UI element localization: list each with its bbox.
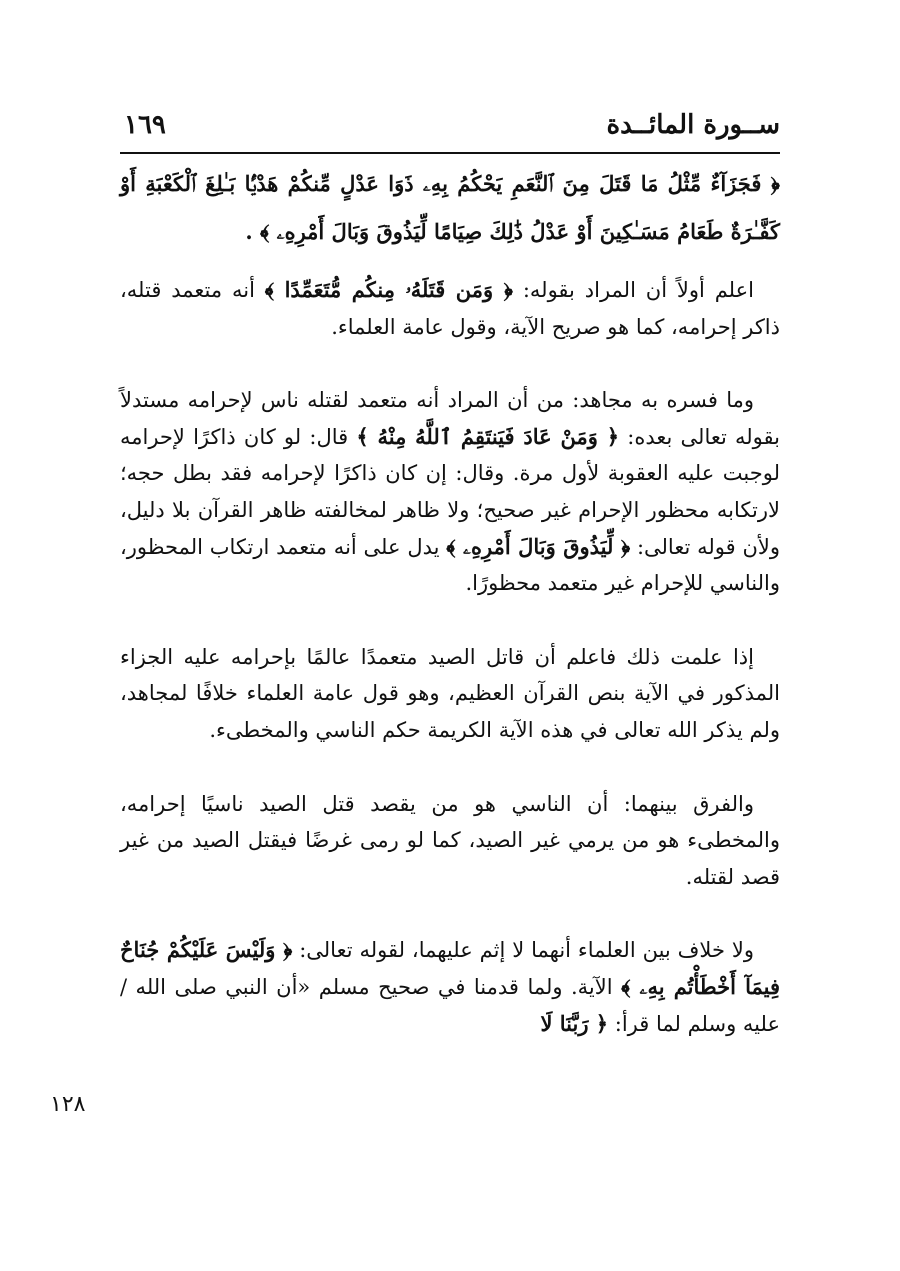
page-number: ١٦٩ bbox=[124, 110, 166, 140]
paragraph-5-text-2: الآية. ولما قدمنا في صحيح مسلم «أن النبي صلى الله / عليه وسلم لما قرأ: bbox=[120, 974, 780, 1036]
paragraph-3-text-1: إذا علمت ذلك فاعلم أن قاتل الصيد متعمدًا عالمًا بإحرامه عليه الجزاء المذكور في الآية بنص القرآن العظيم، وهو قول عامة العلماء خلافًا لمجاهد، ولم يذكر الله تعالى في هذه الآية الكريمة حكم الناسي والمخطىء. bbox=[120, 644, 780, 742]
paragraph-1 bbox=[120, 272, 780, 345]
paragraph-4 bbox=[120, 786, 780, 896]
margin-page-reference: ١٢٨ bbox=[50, 1092, 86, 1117]
paragraph-1-text-2: أنه متعمد قتله، ذاكر إحرامه، كما هو صريح الآية، وقول عامة العلماء. bbox=[120, 278, 780, 339]
body-text bbox=[120, 272, 780, 1042]
paragraph-2-text-2: قال: لو كان ذاكرًا لإحرامه لوجبت عليه العقوبة لأول مرة. وقال: إن كان ذاكرًا لإحرامه فقد بطل حجه؛ لارتكابه محظور الإحرام غير صحيح؛ ولا ظاهر لمخالفته ظاهر القرآن بلا دليل، ولأن قوله تعالى: bbox=[120, 424, 780, 559]
paragraph-4-text-1: والفرق بينهما: أن الناسي هو من يقصد قتل الصيد ناسيًا إحرامه، والمخطىء هو من يرمي غير الصيد، كما لو رمى غرضًا فيقتل الصيد من غير قصد لقتله. bbox=[120, 791, 780, 889]
paragraph-1-quote-1: ﴿ وَمَن قَتَلَهُۥ مِنكُم مُّتَعَمِّدًا ﴾ bbox=[264, 277, 513, 302]
page-header bbox=[120, 108, 780, 148]
paragraph-2-text-1: وما فسره به مجاهد: من أن المراد أنه متعمد لقتله ناس لإحرامه مستدلاً بقوله تعالى بعده: bbox=[120, 388, 780, 449]
surah-title: ســورة المائــدة bbox=[606, 110, 780, 140]
paragraph-5 bbox=[120, 932, 780, 1042]
paragraph-2-quote-1: ﴿ وَمَنْ عَادَ فَيَنتَقِمُ ٱللَّهُ مِنْهُ ﴾ bbox=[356, 423, 620, 449]
paragraph-5-quote-1: ﴿ وَلَيْسَ عَلَيْكُمْ جُنَاحٌ فِيمَآ أَخْطَأْتُم بِهِۦ ﴾ bbox=[120, 937, 780, 999]
paragraph-2-quote-2: ﴿ لِّيَذُوقَ وَبَالَ أَمْرِهِۦ ﴾ bbox=[446, 533, 631, 559]
paragraph-2-text-3: يدل على أنه متعمد ارتكاب المحظور، والناسي للإحرام غير متعمد محظورًا. bbox=[120, 534, 780, 596]
paragraph-5-text-1: ولا خلاف بين العلماء أنهما لا إثم عليهما، لقوله تعالى: bbox=[292, 938, 754, 963]
paragraph-2 bbox=[120, 382, 780, 602]
paragraph-1-text-1: اعلم أولاً أن المراد بقوله: bbox=[512, 278, 755, 302]
paragraph-5-quote-2: ﴿ رَبَّنَا لَا bbox=[540, 1010, 609, 1036]
header-divider bbox=[120, 152, 780, 154]
quran-verse: ﴿ فَجَزَآءٌ مِّثْلُ مَا قَتَلَ مِنَ ٱلنَّعَمِ يَحْكُمُ بِهِۦ ذَوَا عَدْلٍ مِّنكُمْ هَدْيًۢا بَـٰلِغَ ٱلْكَعْبَةِ أَوْ كَفَّـٰرَةٌ طَعَامُ مَسَـٰكِينَ أَوْ عَدْلُ ذَٰلِكَ صِيَامًا لِّيَذُوقَ وَبَالَ أَمْرِهِۦ ﴾ . bbox=[120, 171, 780, 244]
paragraph-3 bbox=[120, 639, 780, 749]
